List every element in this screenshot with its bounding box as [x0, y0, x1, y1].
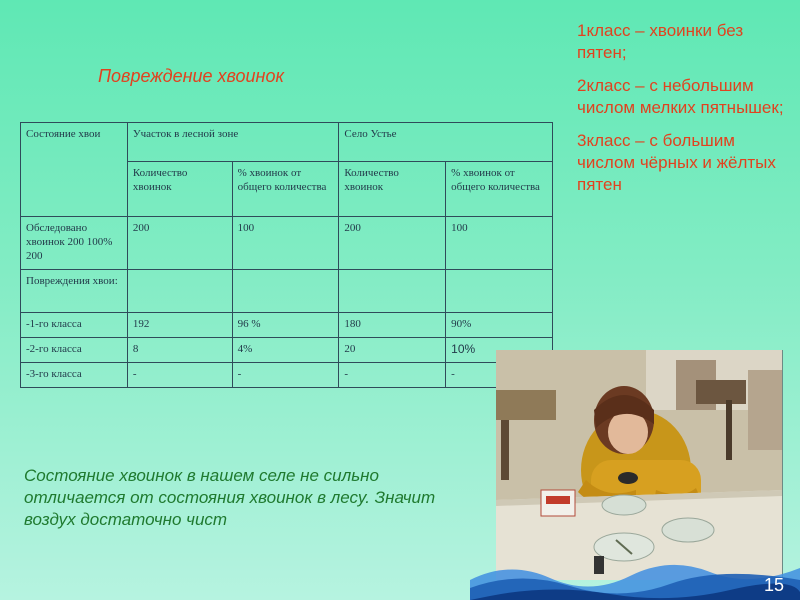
conclusion-text: Состояние хвоинок в нашем селе не сильно отличается от состояния хвоинок в лесу. Значит воздух достаточно чист — [24, 466, 436, 529]
row-label: -3-го класса — [21, 363, 128, 388]
table-cell: 192 — [127, 313, 232, 338]
table-cell: 4% — [232, 338, 339, 363]
table-row — [21, 270, 553, 313]
legend-class-1: 1класс – хвоинки без пятен; — [577, 21, 744, 62]
table-cell — [232, 270, 339, 313]
table-cell: 8 — [127, 338, 232, 363]
header-forest-zone: Участок в лесной зоне — [127, 123, 339, 162]
row-label: -1-го класса — [21, 313, 128, 338]
table-cell: 180 — [339, 313, 446, 338]
row-label: -2-го класса — [21, 338, 128, 363]
table-cell: 100 — [232, 217, 339, 270]
table-cell — [127, 270, 232, 313]
table-row — [21, 363, 553, 388]
subheader-village-percent: % хвоинок от общего количества — [446, 162, 553, 217]
legend-class-3: 3класс – с большим числом чёрных и жёлтых пятен — [577, 131, 776, 194]
row-label: Обследовано хвоинок 200 100% 200 — [21, 217, 128, 270]
damage-class-legend — [577, 20, 787, 207]
table-cell: 10% — [446, 338, 553, 363]
table-cell: 20 — [339, 338, 446, 363]
wave-decoration — [470, 540, 800, 600]
slide-number: 15 — [764, 575, 785, 595]
table-row — [21, 217, 553, 270]
legend-class-2: 2класс – с небольшим числом мелких пятнышек; — [577, 76, 784, 117]
table-cell: - — [446, 363, 553, 388]
table-row — [21, 338, 553, 363]
subheader-forest-count: Количество хвоинок — [127, 162, 232, 217]
row-label: Повреждения хвои: — [21, 270, 128, 313]
needle-damage-table — [20, 122, 553, 388]
table-cell: 200 — [339, 217, 446, 270]
table-cell — [446, 270, 553, 313]
header-needle-state: Состояние хвои — [21, 123, 128, 217]
table-cell — [339, 270, 446, 313]
slide-title: Повреждение хвоинок — [98, 66, 284, 86]
table-cell: 90% — [446, 313, 553, 338]
subheader-village-count: Количество хвоинок — [339, 162, 446, 217]
table-cell: - — [339, 363, 446, 388]
subheader-forest-percent: % хвоинок от общего количества — [232, 162, 339, 217]
table-cell: - — [232, 363, 339, 388]
table-header-row — [21, 123, 553, 162]
header-village: Село Устье — [339, 123, 553, 162]
table-cell: 96 % — [232, 313, 339, 338]
table-cell: 200 — [127, 217, 232, 270]
table-cell: 100 — [446, 217, 553, 270]
table-cell: - — [127, 363, 232, 388]
table-row — [21, 313, 553, 338]
